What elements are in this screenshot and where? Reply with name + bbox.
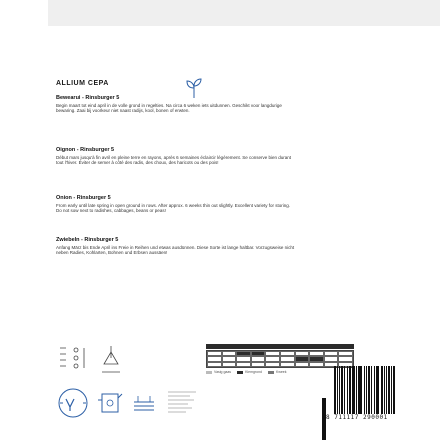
entry-text: Begin maart tot eind april in de volle grond in regelties. Na circa 6 weken iets uitdunnen. Geschikt voor langdurige bewaring. Zaai bij voorkeur niet naast radijs, kool, bonen of erwten. [56,102,282,114]
entry-name: Zwiebeln - Rinsburger 5 [56,237,119,243]
legend-item: Kweek [268,370,287,374]
watering-icon [96,386,126,420]
entry-dutch [56,96,296,114]
entry-text: Début mars jusqu'à fin avril en pleine terre en rayons, après 6 semaines éclaircir légèrement. Se conserve bien durant tout l'hiver. Éviter de semer à côté des radis, des choux, des haricots ou des pois! [56,154,291,166]
entry-name: Onion - Rinsburger 5 [56,195,111,201]
entry-text: Anfang März bis Ende April ins Freie in Reihen und etwas ausdünnen. Diese Sorte ist lange haltbar. Vorzugsweise nicht neben Radies, Kohlarten, Bohnen und Erbsen aussäen! [56,244,295,256]
sowing-depth-icon [56,342,90,376]
packet-edge-mark [322,398,326,440]
care-icons-row [56,382,306,422]
legend-item: Vasig gaas [206,370,231,374]
greenhouse-icon [132,390,156,414]
entry-text: From early until late spring in open ground in rows. After approx. 6 weeks thin out slightly. Excellent variety for storing. Do not sow next to radishes, cabbages, beans or peas! [56,202,291,214]
calendar-legend [206,370,287,374]
pictogram-group [56,342,196,378]
spacing-icon [96,342,126,376]
legend-item: Kiemgrond [237,370,262,374]
seed-packet-back [48,26,440,440]
entry-french [56,148,296,166]
information-block-icon [166,388,200,418]
sun-icon [56,386,90,420]
entry-name: Bewearui - Rinsburger 5 [56,95,120,101]
calendar-header [206,344,354,349]
entry-english [56,196,296,214]
species-title: ALLIUM CEPA [56,80,109,87]
top-band [48,0,440,26]
entry-name: Oignon - Rinsburger 5 [56,147,115,153]
barcode-digits: 8 711117 290001 [326,414,388,421]
barcode [334,366,414,414]
entry-german [56,238,296,256]
